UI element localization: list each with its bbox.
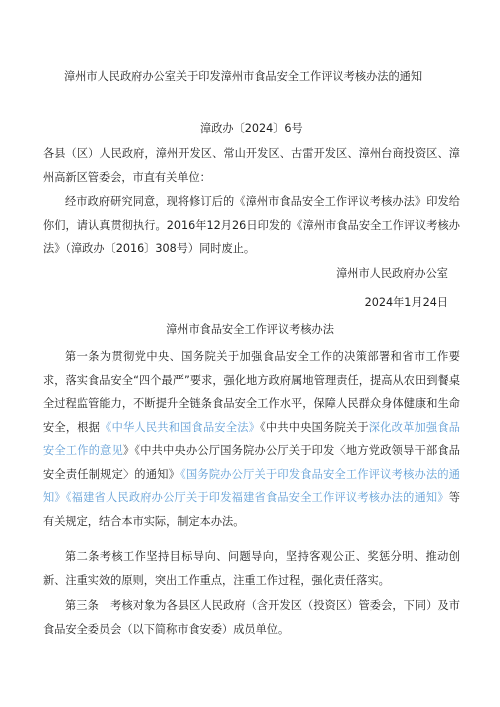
article-1-text-1: 第一条为贯彻党中央、国务院关于加强食品安全工作的决策部署和省市工作要求，落实食品安全“四个最严”要求，强化地方政府属地管理责任，提高从农田到餐桌全过程监管能力，不断提升全链条食品安全工作水平，保障人民群众身体健康和生命安全，根据 (43, 350, 460, 434)
food-safety-law-link[interactable]: 《中华人民共和国食品安全法》 (100, 420, 261, 434)
issue-date: 2024年1月24日 (364, 296, 448, 309)
document-title: 漳州市人民政府办公室关于印发漳州市食品安全工作评议考核办法的通知 (64, 70, 423, 83)
measures-title: 漳州市食品安全工作评议考核办法 (166, 323, 334, 336)
article-2: 第二条考核工作坚持目标导向、问题导向，坚持客观公正、奖惩分明、推动创新、注重实效的原则，突出工作重点，注重工作过程，强化责任落实。 (43, 550, 460, 587)
article-1-text-4: 等有关规定，结合本市实际，制定本办法。 (43, 491, 460, 528)
article-3: 第三条 考核对象为各县区人民政府（含开发区（投资区）管委会，下同）及市食品安全委员会（以下简称市食安委）成员单位。 (43, 599, 460, 636)
addressee: 各县（区）人民政府，漳州开发区、常山开发区、古雷开发区、漳州台商投资区、漳州高新区管委会，市直有关单位： (43, 147, 460, 184)
fujian-notice-link[interactable]: 《福建省人民政府办公厅关于印发福建省食品安全工作评议考核办法的通知》 (65, 491, 449, 504)
article-1-text-2: 《中共中央国务院关于 (260, 420, 369, 434)
reform-opinion-link[interactable]: 深化改革加强食品安全工作的意见 (43, 420, 460, 457)
article-1 (43, 345, 460, 533)
article-1-text-3: 》《中共中央办公厅国务院办公厅关于印发〈地方党政领导干部食品安全责任制规定〉的通知》 (43, 444, 460, 481)
document-number: 漳政办〔2024〕6号 (200, 122, 303, 135)
intro-paragraph: 经市政府研究同意，现将修订后的《漳州市食品安全工作评议考核办法》印发给你们，请认真贯彻执行。2016年12月26日印发的《漳州市食品安全工作评议考核办法》（漳政办〔2016〕308号）同时废止。 (43, 195, 460, 255)
state-council-notice-link[interactable]: 《国务院办公厅关于印发食品安全工作评议考核办法的通知》 (43, 467, 460, 504)
issuer-name: 漳州市人民政府办公室 (336, 267, 448, 280)
